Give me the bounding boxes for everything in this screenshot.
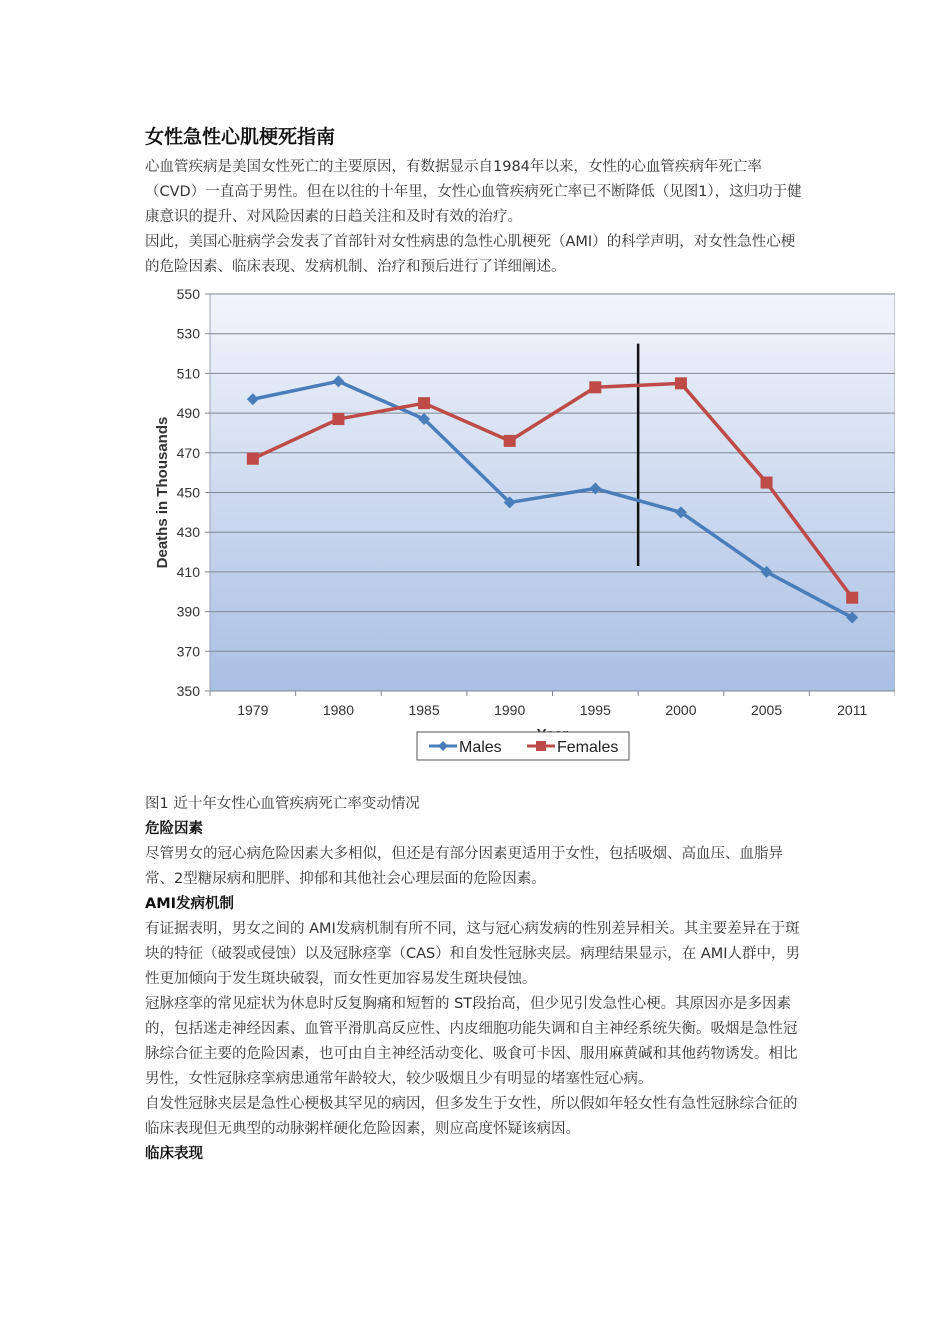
x-tick-label: 1990: [494, 702, 526, 718]
mechanism-paragraph-2: 冠脉痉挛的常见症状为休息时反复胸痛和短暂的 ST段抬高，但少见引发急性心梗。其原因亦是多因素的，包括迷走神经因素、血管平滑肌高反应性、内皮细胞功能失调和自主神经系统失衡。吸烟是急性冠脉综合征主要的危险因素，也可由自主神经活动变化、吸食可卡因、服用麻黄碱和其他药物诱发。相比男性，女性冠脉痉挛病患通常年龄较大，较少吸烟且少有明显的堵塞性冠心病。: [145, 996, 798, 1087]
x-tick-label: 2005: [750, 702, 783, 718]
mechanism-paragraph-1: 有证据表明，男女之间的 AMI发病机制有所不同，这与冠心病发病的性别差异相关。其主要差异在于斑块的特征（破裂或侵蚀）以及冠脉痉挛（CAS）和自发性冠脉夹层。病理结果显示，在 AMI人群中，男性更加倾向于发生斑块破裂，而女性更加容易发生斑块侵蚀。: [145, 921, 801, 987]
y-tick-label: 530: [176, 325, 200, 342]
data-point-females: [332, 413, 344, 425]
data-point-females: [675, 377, 687, 389]
document-title: 女性急性心肌梗死指南: [145, 126, 336, 148]
y-axis-label: Deaths in Thousands: [154, 416, 171, 569]
x-tick-label: 2000: [665, 702, 697, 718]
data-point-females: [247, 453, 259, 465]
intro-paragraph-2: 因此，美国心脏病学会发表了首部针对女性病患的急性心肌梗死（AMI）的科学声明，对女性急性心梗的危险因素、临床表现、发病机制、治疗和预后进行了详细阐述。: [145, 234, 796, 275]
y-tick-label: 510: [176, 365, 200, 382]
y-tick-label: 450: [176, 484, 200, 501]
y-tick-label: 550: [176, 286, 200, 302]
figure-caption: 图1 近十年女性心血管疾病死亡率变动情况: [145, 796, 420, 812]
intro-paragraph-1: 心血管疾病是美国女性死亡的主要原因，有数据显示自1984年以来，女性的心血管疾病年死亡率（CVD）一直高于男性。但在以往的十年里，女性心血管疾病死亡率已不断降低（见图1），这归功于健康意识的提升、对风险因素的日趋关注和及时有效的治疗。: [145, 159, 802, 225]
x-tick-label: 1985: [408, 702, 440, 718]
section-heading-clinical: 临床表现: [145, 1146, 203, 1162]
x-tick-label: 2011: [837, 702, 868, 718]
x-tick-label: 1979: [237, 702, 269, 718]
y-tick-label: 410: [176, 563, 200, 580]
data-point-females: [761, 477, 773, 489]
legend-label-males: Males: [459, 739, 502, 756]
x-tick-label: 1980: [322, 702, 355, 718]
y-tick-label: 470: [176, 444, 200, 461]
legend-marker-females: [536, 741, 546, 751]
line-chart: [135, 286, 895, 786]
data-point-females: [504, 435, 516, 447]
data-point-females: [589, 381, 601, 393]
document-content: [145, 124, 868, 1167]
x-tick-label: 1995: [579, 702, 611, 718]
risk-paragraph-1: 尽管男女的冠心病危险因素大多相似，但还是有部分因素更适用于女性，包括吸烟、高血压、血脂异常、2型糖尿病和肥胖、抑郁和其他社会心理层面的危险因素。: [145, 846, 783, 887]
data-point-females: [418, 397, 430, 409]
y-tick-label: 350: [176, 683, 200, 699]
legend-label-females: Females: [557, 739, 619, 756]
data-point-females: [846, 592, 858, 604]
section-heading-mechanism: AMI发病机制: [145, 896, 235, 912]
figure-1-chart: [135, 286, 895, 786]
y-tick-label: 430: [176, 524, 200, 541]
y-tick-label: 490: [176, 405, 200, 422]
y-tick-label: 370: [176, 643, 200, 660]
section-heading-risk: 危险因素: [145, 821, 203, 837]
mechanism-paragraph-3: 自发性冠脉夹层是急性心梗极其罕见的病因，但多发生于女性，所以假如年轻女性有急性冠脉综合征的临床表现但无典型的动脉粥样硬化危险因素，则应高度怀疑该病因。: [145, 1096, 798, 1137]
y-tick-label: 390: [176, 603, 200, 620]
